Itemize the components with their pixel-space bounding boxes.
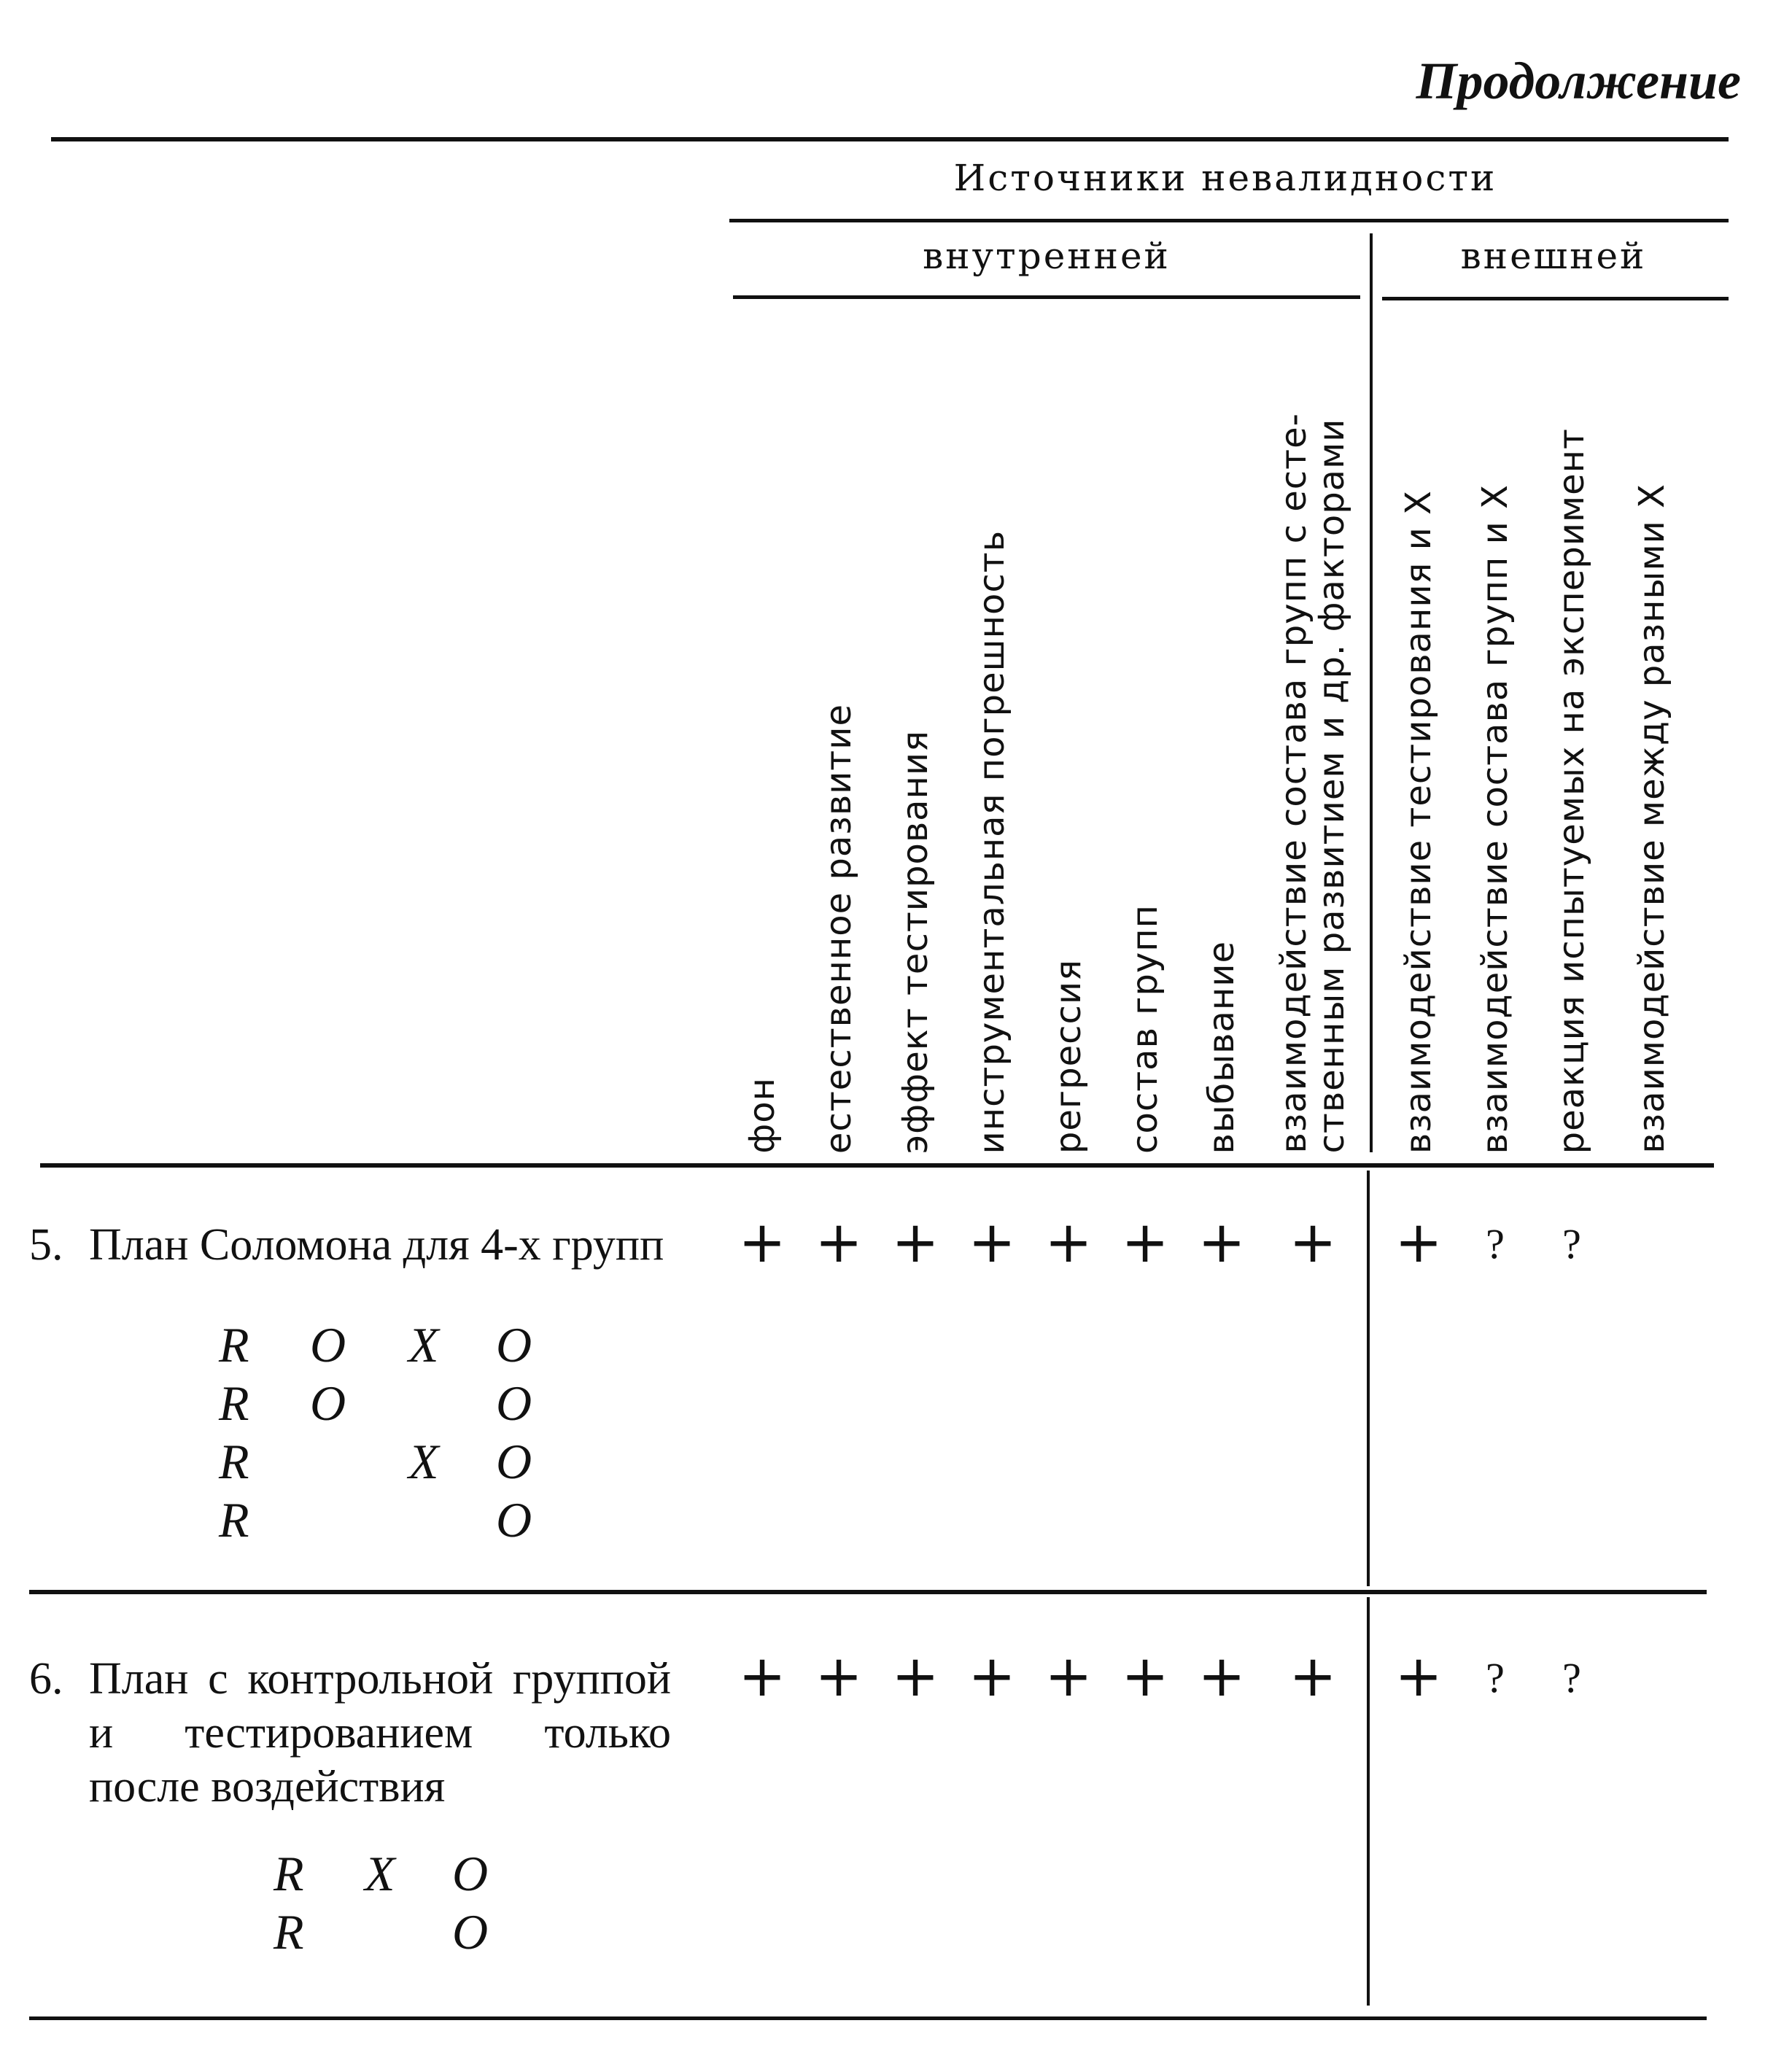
plus-mark: + bbox=[1198, 1644, 1246, 1709]
sources-of-invalidity-heading: Источники невалидности bbox=[953, 157, 1497, 199]
row-title-text: План Соломона для 4-х групп bbox=[89, 1220, 664, 1270]
column-label: состав групп bbox=[1125, 904, 1165, 1154]
row-separator bbox=[29, 1590, 1707, 1594]
column-label: реакция испытуемых на эксперимент bbox=[1551, 427, 1592, 1154]
question-mark: ? bbox=[1486, 1654, 1505, 1701]
row-title-text: План с контрольной группой и тестированием только после воздействия bbox=[89, 1654, 671, 1812]
scheme-symbol: O bbox=[310, 1317, 346, 1373]
plus-mark: + bbox=[1289, 1210, 1337, 1276]
plus-mark: + bbox=[1395, 1210, 1443, 1276]
column-label: взаимодействие между разными X bbox=[1632, 484, 1672, 1154]
plus-mark: + bbox=[1198, 1210, 1246, 1276]
bottom-rule bbox=[29, 2016, 1707, 2020]
column-label: эффект тестирования bbox=[895, 729, 936, 1154]
plus-mark: + bbox=[1121, 1210, 1169, 1276]
scheme-symbol: O bbox=[310, 1375, 346, 1431]
plus-mark: + bbox=[1289, 1644, 1337, 1709]
header-divider bbox=[1370, 233, 1373, 1152]
scheme-symbol: O bbox=[452, 1846, 489, 1901]
plus-mark: + bbox=[1044, 1644, 1093, 1709]
scheme-symbol: X bbox=[365, 1846, 395, 1901]
row6-divider bbox=[1367, 1597, 1370, 2006]
scheme-symbol: X bbox=[408, 1317, 439, 1373]
internal-heading: внутренней bbox=[923, 235, 1171, 277]
scheme-symbol: O bbox=[496, 1317, 532, 1373]
column-label: выбывание bbox=[1201, 940, 1242, 1154]
column-label: регрессия bbox=[1048, 958, 1089, 1154]
plus-mark: + bbox=[1044, 1210, 1093, 1276]
row-title bbox=[29, 1652, 671, 1814]
row-title bbox=[29, 1218, 671, 1272]
scheme-symbol: R bbox=[274, 1904, 304, 1960]
scheme-symbol: O bbox=[496, 1492, 532, 1548]
column-label: взаимодействие состава групп и X bbox=[1475, 484, 1516, 1154]
sources-rule bbox=[729, 219, 1729, 222]
question-mark: ? bbox=[1562, 1654, 1581, 1701]
scheme-symbol: X bbox=[408, 1434, 439, 1489]
plus-mark: + bbox=[891, 1644, 939, 1709]
plus-mark: + bbox=[968, 1210, 1016, 1276]
header-bottom-rule bbox=[40, 1163, 1714, 1168]
column-label: естественное развитие bbox=[818, 703, 859, 1154]
internal-rule bbox=[733, 295, 1360, 299]
scheme-symbol: R bbox=[219, 1375, 249, 1431]
plus-mark: + bbox=[815, 1210, 863, 1276]
top-rule bbox=[51, 137, 1729, 141]
scheme-symbol: R bbox=[219, 1434, 249, 1489]
question-mark: ? bbox=[1486, 1220, 1505, 1268]
plus-mark: + bbox=[738, 1644, 786, 1709]
scheme-symbol: O bbox=[496, 1375, 532, 1431]
column-label: взаимодействие тестирования и X bbox=[1398, 489, 1439, 1154]
column-label: инструментальная погрешность bbox=[971, 529, 1012, 1154]
scheme-symbol: R bbox=[274, 1846, 304, 1901]
plus-mark: + bbox=[891, 1210, 939, 1276]
question-mark: ? bbox=[1562, 1220, 1581, 1268]
row5-divider bbox=[1367, 1171, 1370, 1586]
scheme-symbol: R bbox=[219, 1317, 249, 1373]
scheme-symbol: R bbox=[219, 1492, 249, 1548]
scheme-symbol: O bbox=[452, 1904, 489, 1960]
row-number: 5. bbox=[29, 1220, 63, 1270]
plus-mark: + bbox=[968, 1644, 1016, 1709]
external-rule bbox=[1382, 297, 1729, 300]
external-heading: внешней bbox=[1460, 235, 1647, 277]
continued-label: Продолжение bbox=[1416, 52, 1741, 110]
scheme-symbol: O bbox=[496, 1434, 532, 1489]
plus-mark: + bbox=[1121, 1644, 1169, 1709]
plus-mark: + bbox=[815, 1644, 863, 1709]
column-label: фон bbox=[742, 1077, 783, 1154]
plus-mark: + bbox=[1395, 1644, 1443, 1709]
row-number: 6. bbox=[29, 1654, 63, 1704]
plus-mark: + bbox=[738, 1210, 786, 1276]
column-label: взаимодействие состава групп с есте- ственным развитием и др. факторами bbox=[1273, 413, 1352, 1154]
